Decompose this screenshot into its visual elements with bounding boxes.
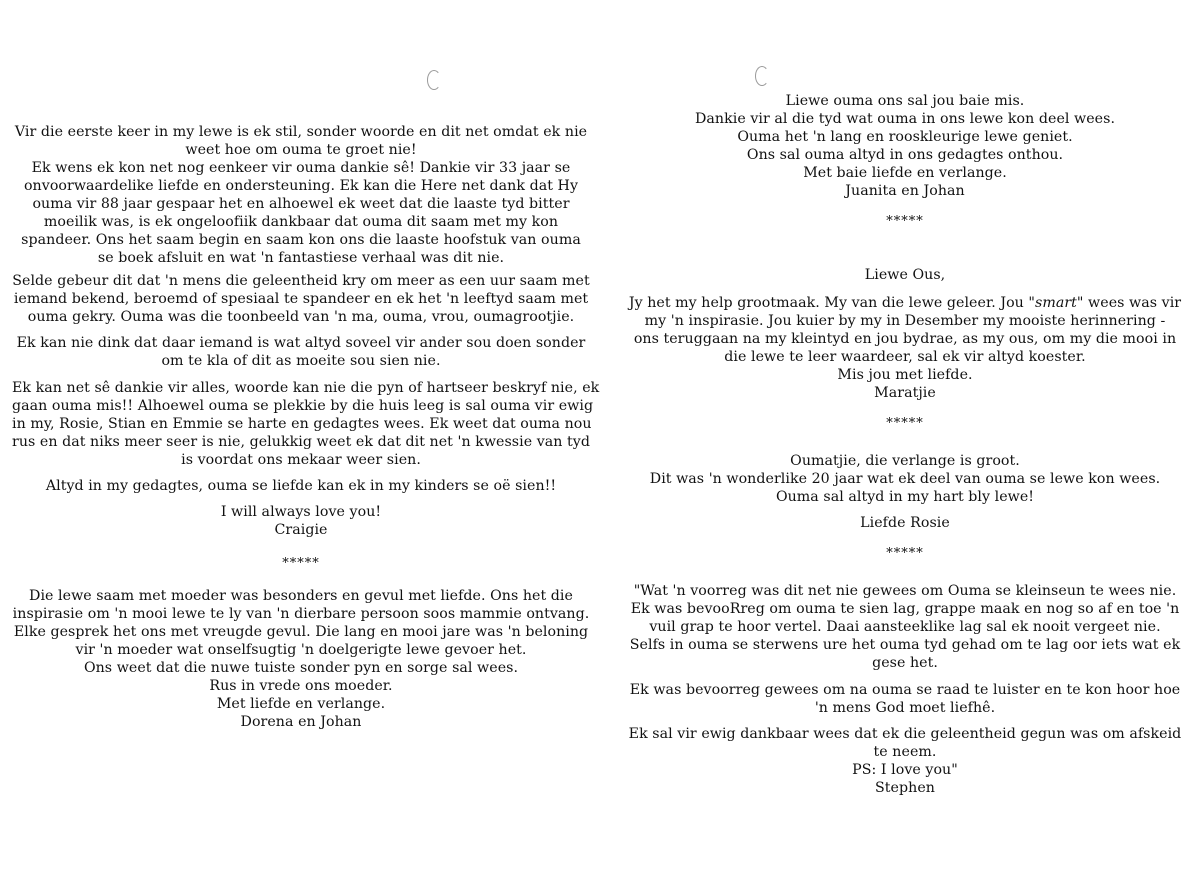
star-separator: ***** xyxy=(886,546,924,561)
text-segment: wees was vir xyxy=(1083,295,1182,311)
text-line: Ouma sal altyd in my hart bly lewe! xyxy=(775,489,1035,505)
text-line: Dit was 'n wonderlike 20 jaar wat ek deel van ouma se lewe kon wees. xyxy=(649,471,1161,487)
text-line: Selfs in ouma se sterwens ure het ouma tyd gehad om te lag oor iets wat ek xyxy=(629,637,1181,653)
text-line: is voordat ons mekaar weer sien. xyxy=(181,452,421,468)
text-line: om te kla of dit as moeite sou sien nie. xyxy=(161,353,441,369)
text-line: Met baie liefde en verlange. xyxy=(803,165,1007,181)
text-line: ouma vir 88 jaar gespaar het en alhoewel ek weet dat die laaste tyd bitter xyxy=(32,196,570,212)
signature: Liefde Rosie xyxy=(860,515,950,531)
text-line: gaan ouma mis!! Alhoewel ouma se plekkie by die huis leeg is sal ouma vir ewig xyxy=(12,398,594,414)
text-line: iemand bekend, beroemd of spesiaal te spandeer en ek het 'n leeftyd saam met xyxy=(13,291,589,307)
text-line: Ek was bevooRreg om ouma te sien lag, grappe maak en nog so af en toe 'n xyxy=(630,601,1180,617)
punch-hole-mark-right xyxy=(755,66,769,86)
text-line: moeilik was, is ek ongeloofiik dankbaar dat ouma dit saam met my kon xyxy=(43,214,559,230)
text-line: Ons sal ouma altyd in ons gedagtes onthou. xyxy=(746,147,1064,163)
text-line: inspirasie om 'n mooi lewe te ly van 'n dierbare persoon soos mammie ontvang. xyxy=(12,606,590,622)
text-line: Mis jou met liefde. xyxy=(837,367,973,383)
text-line: Selde gebeur dit dat 'n mens die geleentheid kry om meer as een uur saam met xyxy=(12,273,590,289)
text-line: rus en dat niks meer seer is nie, gelukkig weet ek dat dit net 'n kwessie van tyd xyxy=(12,434,590,450)
text-line: Dankie vir al die tyd wat ouma in ons lewe kon deel wees. xyxy=(694,111,1116,127)
text-line: PS: I love you" xyxy=(852,762,958,778)
star-separator: ***** xyxy=(282,556,320,571)
text-line: ouma gekry. Ouma was die toonbeeld van 'n ma, ouma, vrou, oumagrootjie. xyxy=(27,309,575,325)
text-line: Vir die eerste keer in my lewe is ek stil, sonder woorde en dit net omdat ek nie xyxy=(14,124,588,140)
star-separator: ***** xyxy=(886,214,924,229)
text-line: vuil grap te hoor vertel. Daai aansteeklike lag sal ek nooit vergeet nie. xyxy=(649,619,1161,635)
text-line: Ek kan net sê dankie vir alles, woorde kan nie die pyn of hartseer beskryf nie, ek xyxy=(12,380,600,396)
text-line: Ek kan nie dink dat daar iemand is wat altyd soveel vir ander sou doen sonder xyxy=(16,335,586,351)
text-line: in my, Rosie, Stian en Emmie se harte en gedagtes wees. Ek weet dat ouma nou xyxy=(12,416,592,432)
text-line: Elke gesprek het ons met vreugde gevul. Die lang en mooi jare was 'n beloning xyxy=(13,624,589,640)
punch-hole-mark-left xyxy=(427,70,441,90)
signature: Dorena en Johan xyxy=(240,714,362,730)
text-segment: Jy het my help grootmaak. My van die lewe geleer. Jou xyxy=(628,295,1029,311)
text-line: weet hoe om ouma te groet nie! xyxy=(185,142,417,158)
text-line: Ouma het 'n lang en rooskleurige lewe geniet. xyxy=(737,129,1073,145)
text-line: my 'n inspirasie. Jou kuier by my in Desember my mooiste herinnering - xyxy=(644,313,1166,329)
text-line: die lewe te leer waardeer, sal ek vir altyd koester. xyxy=(724,349,1086,365)
text-line: spandeer. Ons het saam begin en saam kon ons die laaste hoofstuk van ouma xyxy=(21,232,581,248)
text-line: "Wat 'n voorreg was dit net nie gewees om Ouma se kleinseun te wees nie. xyxy=(633,583,1177,599)
closing-line: I will always love you! xyxy=(220,504,382,520)
text-line: Ek was bevoorreg gewees om na ouma se raad te luister en te kon hoor hoe xyxy=(629,682,1181,698)
signature: Maratjie xyxy=(874,385,936,401)
text-line xyxy=(622,294,1188,312)
text-line: onvoorwaardelike liefde en ondersteuning. Ek kan die Here net dank dat Hy xyxy=(23,178,579,194)
text-line: gese het. xyxy=(872,655,938,671)
text-line: Oumatjie, die verlange is groot. xyxy=(790,453,1020,469)
text-line: Ek wens ek kon net nog eenkeer vir ouma dankie sê! Dankie vir 33 jaar se xyxy=(31,160,571,176)
text-line: Ons weet dat die nuwe tuiste sonder pyn en sorge sal wees. xyxy=(83,660,519,676)
text-line: Rus in vrede ons moeder. xyxy=(209,678,393,694)
text-line: se boek afsluit en wat 'n fantastiese verhaal was dit nie. xyxy=(97,250,505,266)
text-line: te neem. xyxy=(873,744,937,760)
signature: Juanita en Johan xyxy=(845,183,965,199)
text-line: Ek sal vir ewig dankbaar wees dat ek die geleentheid gegun was om afskeid xyxy=(628,726,1182,742)
greeting: Liewe Ous, xyxy=(864,267,946,283)
text-line: Altyd in my gedagtes, ouma se liefde kan ek in my kinders se oë sien!! xyxy=(45,478,557,494)
text-line: Met liefde en verlange. xyxy=(216,696,386,712)
italic-text: "smart" xyxy=(1028,295,1084,311)
text-line: Liewe ouma ons sal jou baie mis. xyxy=(785,93,1025,109)
text-line: ons teruggaan na my kleintyd en jou bydrae, as my ous, om my die mooi in xyxy=(633,331,1177,347)
text-line: 'n mens God moet liefhê. xyxy=(814,700,996,716)
signature: Craigie xyxy=(274,522,328,538)
text-line: Die lewe saam met moeder was besonders en gevul met liefde. Ons het die xyxy=(29,588,573,604)
text-line: vir 'n moeder wat onselfsugtig 'n doelgerigte lewe gevoer het. xyxy=(75,642,527,658)
star-separator: ***** xyxy=(886,416,924,431)
signature: Stephen xyxy=(875,780,935,796)
